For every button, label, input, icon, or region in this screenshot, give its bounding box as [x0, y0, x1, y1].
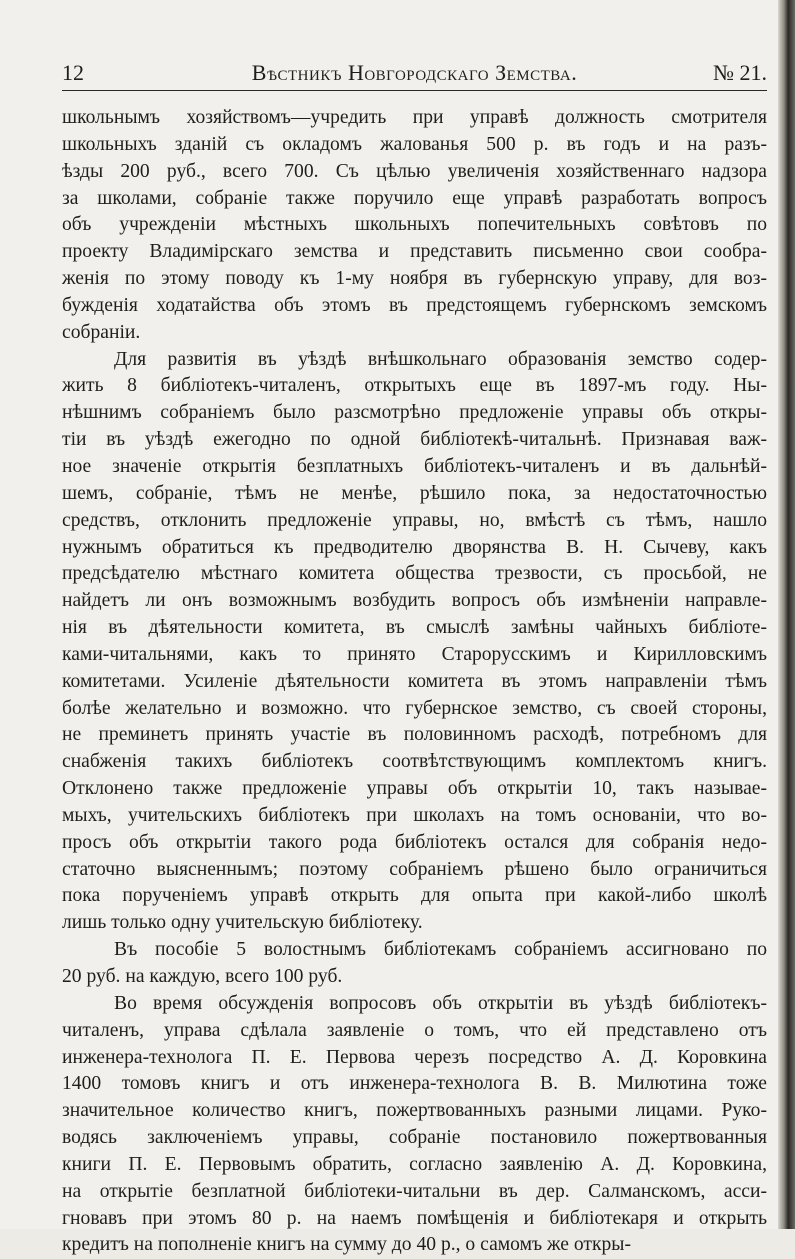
- text-line: на открытіе безплатной библіотеки-читальни въ дер. Салманскомъ, асси-: [62, 1180, 767, 1202]
- text-line: кредитъ на пополненіе книгъ на сумму до 40 р., о самомъ же откры-: [62, 1234, 631, 1256]
- text-line: средствъ, отклонить предложеніе управы, но, вмѣстѣ съ тѣмъ, нашло: [62, 509, 767, 531]
- text-line: собраніи.: [62, 321, 141, 343]
- paragraph: [62, 991, 767, 1259]
- header-rule: [62, 90, 767, 91]
- text-line: комитетами. Усиленіе дѣятельности комитета въ этомъ направленіи тѣмъ: [62, 670, 767, 692]
- text-line: ное значеніе открытія безплатныхъ библіотекъ-читаленъ и въ дальнѣй-: [62, 455, 767, 477]
- text-line: статочно выясненнымъ; поэтому собраніемъ рѣшено было ограничиться: [62, 858, 767, 880]
- paragraph: [62, 937, 767, 991]
- paragraph: [62, 105, 767, 347]
- text-line: тіи въ уѣздѣ ежегодно по одной библіотекѣ-читальнѣ. Признавая важ-: [62, 429, 767, 451]
- text-line: ками-читальнями, какъ то принято Старорусскимъ и Кирилловскимъ: [62, 643, 767, 665]
- text-line: водясь заключеніемъ управы, собраніе постановило пожертвованныя: [62, 1127, 767, 1149]
- page-number: 12: [62, 60, 84, 85]
- text-line: Во время обсужденія вопросовъ объ открытіи въ уѣздѣ библіотекъ-: [114, 992, 767, 1014]
- issue-number: № 21.: [713, 60, 767, 85]
- page-header: [62, 60, 767, 90]
- text-line: мыхъ, учительскихъ библіотекъ при школахъ на томъ основаніи, что во-: [62, 804, 767, 826]
- text-line: Въ пособіе 5 волостнымъ библіотекамъ собраніемъ ассигновано по: [114, 939, 767, 961]
- text-line: за школами, собраніе также поручило еще управѣ разработать вопросъ: [62, 187, 767, 209]
- text-line: школьныхъ зданій съ окладомъ жалованья 500 р. въ годъ и на разъ-: [62, 133, 767, 155]
- text-line: 20 руб. на каждую, всего 100 руб.: [62, 966, 343, 987]
- text-line: нія въ дѣятельности комитета, въ смыслѣ замѣны чайныхъ библіоте-: [62, 617, 767, 639]
- text-line: бужденія ходатайства объ этомъ въ предстоящемъ губернскомъ земскомъ: [62, 294, 767, 316]
- page-edge-shadow: [778, 0, 795, 1229]
- text-line: пока порученіемъ управѣ открыть для опыта при какой-либо школѣ: [62, 885, 767, 907]
- text-line: жить 8 библіотекъ-читаленъ, открытыхъ еще въ 1897-мъ году. Ны-: [62, 375, 767, 397]
- text-line: найдетъ ли онъ возможнымъ возбудить вопросъ объ измѣненіи направле-: [62, 590, 767, 612]
- text-line: объ учрежденіи мѣстныхъ школьныхъ попечительныхъ совѣтовъ по: [62, 214, 767, 236]
- article-body: [62, 105, 767, 1259]
- text-line: нѣшнимъ собраніемъ было разсмотрѣно предложеніе управы объ откры-: [62, 402, 767, 424]
- text-line: школьнымъ хозяйствомъ—учредить при управѣ должность смотрителя: [62, 107, 767, 128]
- text-line: читаленъ, управа сдѣлала заявленіе о томъ, что ей представлено отъ: [62, 1019, 767, 1041]
- text-line: Отклонено также предложеніе управы объ открытіи 10, такъ называе-: [62, 778, 767, 800]
- text-line: книги П. Е. Первовымъ обратить, согласно заявленію А. Д. Коровкина,: [62, 1153, 767, 1175]
- text-line: женія по этому поводу къ 1-му ноября въ губернскую управу, для воз-: [62, 268, 767, 290]
- text-line: лишь только одну учительскую библіотеку.: [62, 912, 423, 934]
- text-line: просъ объ открытіи такого рода библіотекъ остался для собранія недо-: [62, 831, 767, 853]
- text-line: предсѣдателю мѣстнаго комитета общества трезвости, съ просьбой, не: [62, 563, 767, 585]
- text-line: значительное количество книгъ, пожертвованныхъ разными лицами. Руко-: [62, 1100, 767, 1122]
- text-line: ѣзды 200 руб., всего 700. Съ цѣлью увеличенія хозяйственнаго надзора: [62, 160, 767, 182]
- text-line: Для развитія въ уѣздѣ внѣшкольнаго образованія земство содер-: [114, 348, 767, 370]
- text-line: болѣе желательно и возможно. что губернское земство, съ своей стороны,: [62, 697, 767, 719]
- paragraph: [62, 347, 767, 938]
- text-line: 1400 томовъ книгъ и отъ инженера-технолога В. В. Милютина тоже: [62, 1073, 767, 1095]
- text-line: нужнымъ обратиться къ предводителю дворянства В. Н. Сычеву, какъ: [62, 536, 767, 558]
- text-line: инженера-технолога П. Е. Первова черезъ посредство А. Д. Коровкина: [62, 1046, 767, 1068]
- journal-title: Вѣстникъ Новгородскаго Земства.: [251, 60, 578, 85]
- text-line: проекту Владимірскаго земства и представить письменно свои сообра-: [62, 241, 767, 263]
- text-line: снабженія такихъ библіотекъ соотвѣтствующимъ комплектомъ книгъ.: [62, 751, 767, 773]
- text-line: не преминетъ принять участіе въ половинномъ расходѣ, потребномъ для: [62, 724, 767, 746]
- text-line: шемъ, собраніе, тѣмъ не менѣе, рѣшило пока, за недостаточностью: [62, 482, 767, 504]
- text-line: гновавъ при этомъ 80 р. на наемъ помѣщенія и библіотекаря и открыть: [62, 1207, 767, 1229]
